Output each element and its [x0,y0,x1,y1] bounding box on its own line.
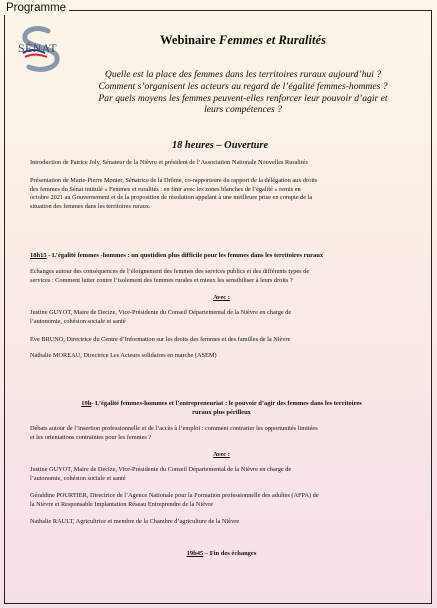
session2-description: Débats autour de l’insertion professionnelle et de l’accès à l’emploi : comment contrarier les opportunités limitées et les orientations contraintes pour les femmes ? [30,425,318,441]
question-line: leurs compétences ? [204,104,282,116]
question-line: Comment s’organisent les acteurs au regard de l’égalité femmes-hommes ? [98,80,388,92]
speaker-item: Eve BRUNO, Directrice du Centre d’Information sur les droits des femmes et des familles de la Nièvre [30,336,291,343]
opening-presentation: Présentation de Marie-Pierre Monier, Sénatrice de la Drôme, co-rapporteure du rapport de la délégation aux droits des femmes du Sénat intitulé « Femmes et ruralités : en finir avec les zones blanches de l’égalité » remis en octobre 2021 au Gouvernement et de la proposition de résolution appelant à une meilleure prise en compte de la situation des femmes dans les territoires ruraux. [30,177,318,210]
opening-intro: Introduction de Patrice Joly, Sénateur de la Nièvre et président de l’Association Nationale Nouvelles Ruralités [30,159,308,166]
question-line: Quelle est la place des femmes dans les territoires ruraux aujourd’hui ? [104,69,382,80]
session2-heading: 19h- L’égalité femmes-hommes et l’entrepreneuriat : le pouvoir d’agir des femmes dans les territoires ruraux plus périlleux [81,400,362,416]
speaker-item: Nathalie RAULT, Agricultrice et membre de la Chambre d’agriculture de la Nièvre [30,518,240,525]
session1-heading: 18h15 - L’égalité femmes -hommes : un quotidien plus difficile pour les femmes dans les territoires ruraux [30,252,324,259]
speaker-item: Justine GUYOT, Maire de Decize, Vice-Présidente du Conseil Départemental de la Nièvre en charge de l’autonomie, cohésion sociale et santé [30,466,292,482]
session1-avec: Avec : [213,294,230,301]
session1-description: Echanges autour des conséquences de l’éloignement des femmes des services publics et des différents types de services : Comment lutter contre l’isolement des femmes rurales et mieux les sensibiliser à leurs droits ? [30,268,310,284]
closing-line: 19h45 – Fin des échanges [186,550,257,557]
logo-wordmark: SÉNAT [18,41,57,55]
opening-heading: 18 heures – Ouverture [171,140,269,151]
section-label: Programme [3,1,69,15]
intro-questions [68,69,418,116]
speaker-item: Justine GUYOT, Maire de Decize, Vice-Présidente du Conseil Départemental de la Nièvre en charge de l’autonomie, cohésion sociale et santé [30,309,292,325]
speaker-item: Géraldine POURTIER, Directrice de l’Agence Nationale pour la Formation professionnelle des adultes (AFPA) de la Nièvre et Responsable Implantation Réseau Entreprendre de la Nièvre [30,492,319,508]
page-title: Webinaire Femmes et Ruralités [160,33,326,47]
speaker-item: Nathalie MOREAU, Directrice Les Acteurs solidaires en marche (ASEM) [30,352,217,359]
question-line: Par quels moyens les femmes peuvent-elles renforcer leur pouvoir d’agir et [98,92,388,104]
session2-avec: Avec : [213,451,230,458]
